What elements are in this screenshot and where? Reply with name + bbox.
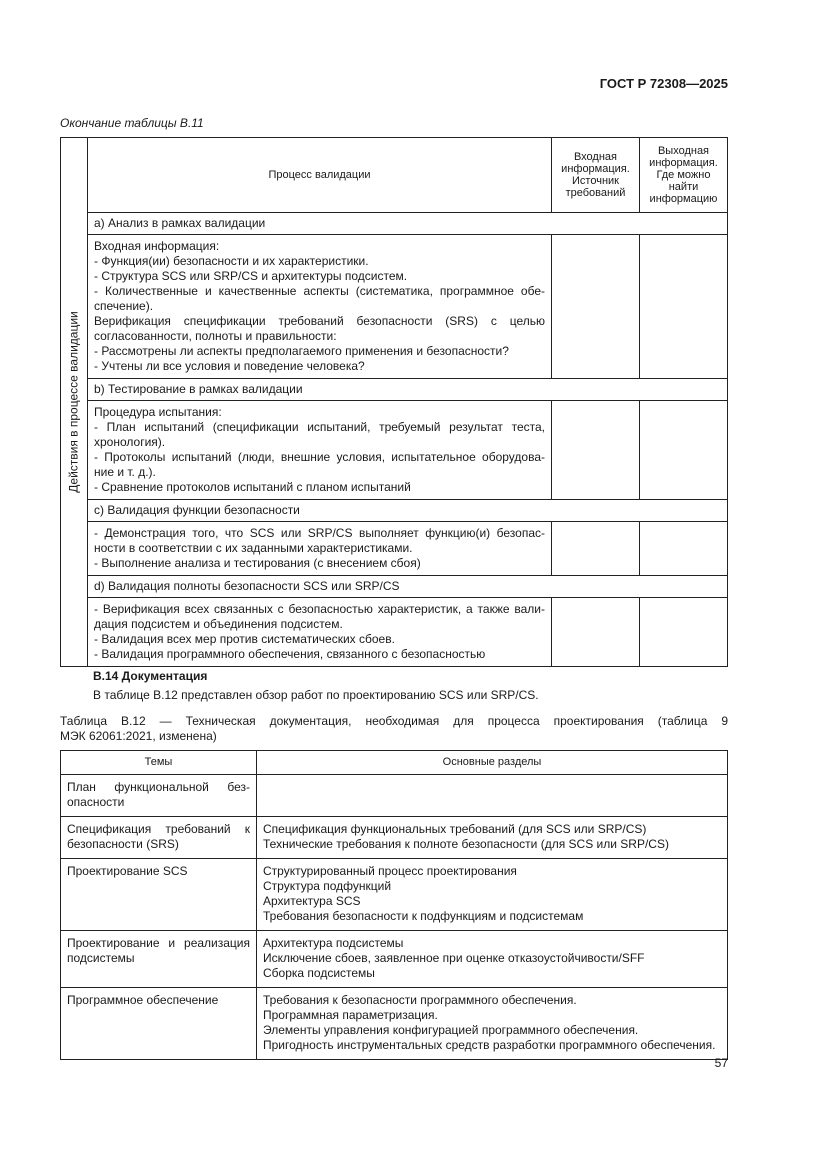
- text-line: - Выполнение анализа и тестирования (с внесением сбоя): [94, 556, 421, 570]
- col-output-line: информация.: [649, 157, 718, 169]
- col-output-line: Выходная: [657, 145, 710, 157]
- document-id: ГОСТ Р 72308—2025: [599, 76, 728, 91]
- text-line: Входная информация:: [94, 239, 220, 253]
- table-b12-caption: [60, 714, 728, 744]
- input-cell: [552, 598, 640, 667]
- section-item: Требования к безопасности программного обеспечения.: [263, 993, 577, 1007]
- topic-cell: [61, 775, 257, 817]
- caption-line: Таблица В.12 — Техническая документация, необходимая для процесса проектирования (таблица 9: [60, 714, 728, 728]
- topic-line: опасности: [67, 795, 125, 809]
- section-b-body: [88, 401, 552, 500]
- text-line: - Верификация всех связанных с безопасностью характеристик, а также вали-: [94, 602, 545, 616]
- topic-line: безопасности (SRS): [67, 837, 179, 851]
- section-item: Структурированный процесс проектирования: [263, 864, 517, 878]
- text-line: - Учтены ли все условия и поведение человека?: [94, 359, 365, 373]
- section-item: Требования безопасности к подфункциям и подсистемам: [263, 909, 584, 923]
- text-line: хронология).: [94, 435, 166, 449]
- col-input-line: требований: [565, 187, 626, 199]
- text-line: ние и т. д.).: [94, 465, 156, 479]
- text-line: - Сравнение протоколов испытаний с планом испытаний: [94, 480, 411, 494]
- topic-cell: [61, 988, 257, 1060]
- text-line: дация подсистем и объединения подсистем.: [94, 617, 343, 631]
- sections-cell: [257, 988, 728, 1060]
- col-output-header: [640, 138, 728, 213]
- col-process-header: Процесс валидации: [88, 138, 552, 213]
- text-line: - Валидация программного обеспечения, связанного с безопасностью: [94, 647, 486, 661]
- input-cell: [552, 401, 640, 500]
- col-sections-header: Основные разделы: [257, 751, 728, 775]
- col-output-line: найти: [668, 181, 699, 193]
- section-c-title: c) Валидация функции безопасности: [88, 500, 728, 522]
- text-line: - Рассмотрены ли аспекты предполагаемого применения и безопасности?: [94, 344, 509, 358]
- sections-cell: [257, 817, 728, 859]
- topic-cell: [61, 817, 257, 859]
- text-line: - План испытаний (спецификации испытаний, требуемый результат теста,: [94, 420, 545, 434]
- text-line: - Функция(ии) безопасности и их характеристики.: [94, 254, 369, 268]
- section-item: Элементы управления конфигурацией программного обеспечения.: [263, 1023, 639, 1037]
- section-d-title: d) Валидация полноты безопасности SCS или SRP/CS: [88, 576, 728, 598]
- section-b-title: b) Тестирование в рамках валидации: [88, 379, 728, 401]
- section-item: Спецификация функциональных требований (для SCS или SRP/CS): [263, 822, 647, 836]
- text-line: - Количественные и качественные аспекты (систематика, программное обе-: [94, 284, 545, 298]
- text-line: - Структура SCS или SRP/CS и архитектуры подсистем.: [94, 269, 408, 283]
- section-item: Структура подфункций: [263, 879, 392, 893]
- output-cell: [640, 522, 728, 576]
- sections-cell: [257, 931, 728, 988]
- col-input-line: Входная: [573, 151, 618, 163]
- table-b11-caption: Окончание таблицы В.11: [60, 116, 204, 130]
- section-item: Пригодность инструментальных средств разработки программного обеспечения.: [263, 1038, 716, 1052]
- input-cell: [552, 522, 640, 576]
- text-line: согласованности, полноты и правильности:: [94, 329, 337, 343]
- topic-line: Спецификация требований к: [67, 822, 250, 836]
- col-input-header: [552, 138, 640, 213]
- section-item: Технические требования к полноте безопасности (для SCS или SRP/CS): [263, 837, 669, 851]
- topic-cell: [61, 859, 257, 931]
- section-a-title: a) Анализ в рамках валидации: [88, 213, 728, 235]
- col-input-line: Источник: [572, 175, 619, 187]
- section-heading: В.14 Документация: [93, 669, 208, 683]
- topic-line: Проектирование SCS: [67, 864, 188, 878]
- documentation-table: [60, 750, 728, 1060]
- section-d-body: [88, 598, 552, 667]
- text-line: Верификация спецификации требований безопасности (SRS) с целью: [94, 314, 545, 328]
- output-cell: [640, 235, 728, 379]
- text-line: - Демонстрация того, что SCS или SRP/CS выполняет функцию(и) безопас-: [94, 526, 545, 540]
- page-number: 57: [714, 1056, 728, 1070]
- topic-cell: [61, 931, 257, 988]
- side-label-cell: [61, 138, 88, 667]
- section-item: Архитектура подсистемы: [263, 936, 404, 950]
- output-cell: [640, 598, 728, 667]
- col-output-line: информацию: [649, 193, 718, 205]
- sections-cell: [257, 859, 728, 931]
- section-a-body: [88, 235, 552, 379]
- topic-line: План функциональной без-: [67, 780, 250, 794]
- topic-line: подсистемы: [67, 951, 135, 965]
- topic-line: Программное обеспечение: [67, 993, 219, 1007]
- section-item: Программная параметризация.: [263, 1008, 438, 1022]
- text-line: спечение).: [94, 299, 154, 313]
- section-item: Исключение сбоев, заявленное при оценке отказоустойчивости/SFF: [263, 951, 645, 965]
- section-paragraph: В таблице В.12 представлен обзор работ по проектированию SCS или SRP/CS.: [93, 688, 539, 702]
- side-label: Действия в процессе валидации: [66, 311, 81, 493]
- text-line: ности в соответствии с их заданными характеристиками.: [94, 541, 413, 555]
- section-c-body: [88, 522, 552, 576]
- col-input-line: информация.: [561, 163, 630, 175]
- caption-line: МЭК 62061:2021, изменена): [60, 729, 217, 743]
- text-line: - Протоколы испытаний (люди, внешние условия, испытательное оборудова-: [94, 450, 545, 464]
- validation-table: [60, 137, 728, 667]
- col-topics-header: Темы: [61, 751, 257, 775]
- topic-line: Проектирование и реализация: [67, 936, 250, 950]
- section-item: Архитектура SCS: [263, 894, 361, 908]
- text-line: Процедура испытания:: [94, 405, 222, 419]
- input-cell: [552, 235, 640, 379]
- sections-cell: [257, 775, 728, 817]
- col-output-line: Где можно: [656, 169, 711, 181]
- text-line: - Валидация всех мер против систематических сбоев.: [94, 632, 395, 646]
- output-cell: [640, 401, 728, 500]
- section-item: Сборка подсистемы: [263, 966, 375, 980]
